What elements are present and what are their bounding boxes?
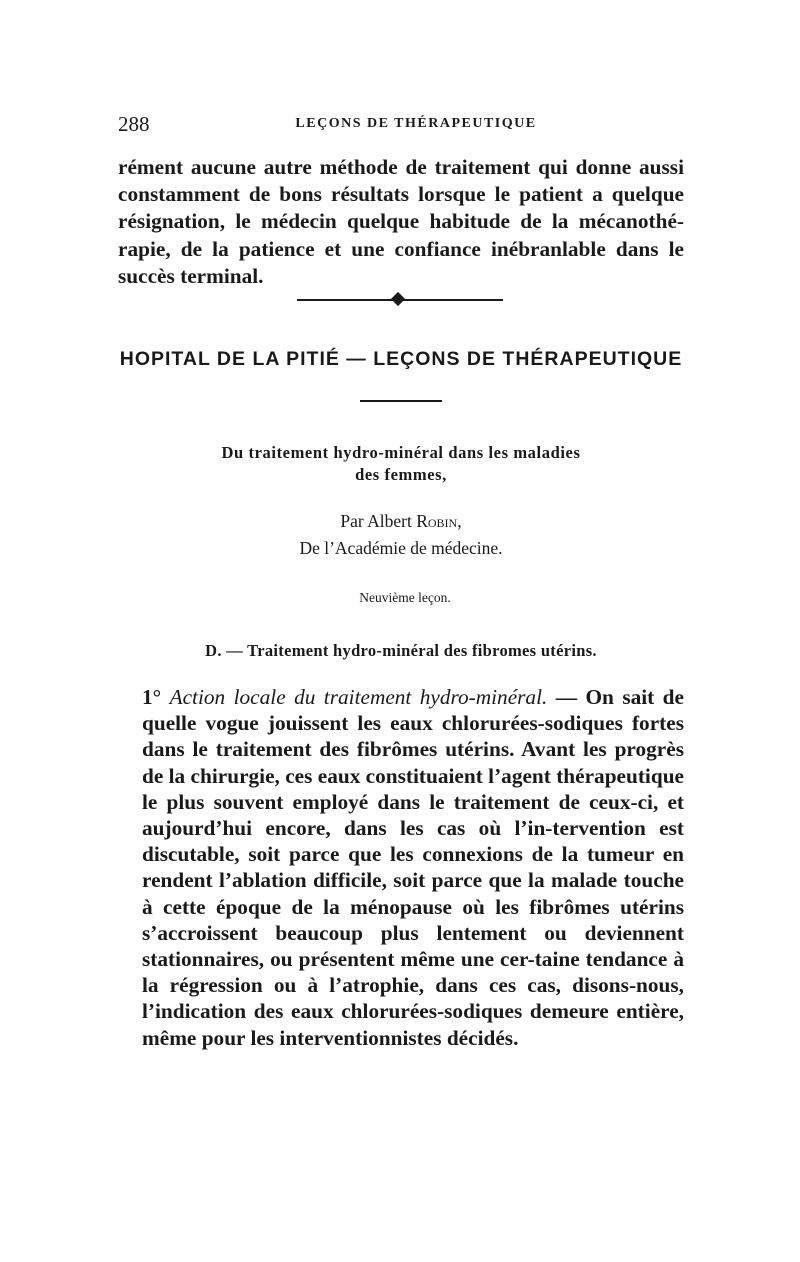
author-prefix: Par Albert bbox=[340, 511, 417, 531]
lesson-title bbox=[118, 442, 684, 486]
lesson-number: Neuvième leçon. bbox=[359, 590, 451, 605]
main-body: — On sait de quelle vogue jouissent les eaux chlorurées-sodiques fortes dans le traitement des fibrômes utérins. Avant les progrès de la chirurgie, ces eaux constituaient l’agent thérapeutique le plus souvent employé dans le traitement de ceux-ci, et aujourd’hui encore, dans les cas où l’in-tervention est discutable, soit parce que les connexions de la tumeur en rendent l’ablation difficile, soit parce que la malade touche à cette époque de la ménopause où les fibrômes utérins s’accroissent beaucoup plus lentement ou deviennent stationnaires, ou présentent même une cer-taine tendance à la régression ou à l’atrophie, dans ces cas, disons-nous, l’indication des eaux chlorurées-sodiques demeure entière, même pour les interventionnistes décidés. bbox=[142, 685, 684, 1050]
author-affiliation: De l’Académie de médecine. bbox=[299, 538, 503, 558]
author-line bbox=[118, 508, 684, 535]
intro-paragraph bbox=[118, 154, 684, 290]
main-paragraph bbox=[118, 684, 684, 1051]
running-head bbox=[118, 112, 684, 142]
divider-line-right bbox=[401, 299, 503, 301]
lead-number: 1° bbox=[142, 685, 170, 709]
lead-italic: Action locale du traitement hydro-minéral. bbox=[169, 685, 548, 709]
section-heading: HOPITAL DE LA PITIÉ — LEÇONS DE THÉRAPEUTIQUE bbox=[119, 348, 683, 370]
subsection-title: D. — Traitement hydro-minéral des fibromes utérins. bbox=[205, 641, 597, 660]
page-number: 288 bbox=[118, 112, 150, 136]
lesson-title-line-1: Du traitement hydro-minéral dans les maladies bbox=[221, 443, 581, 462]
author-name: Robin, bbox=[416, 511, 462, 531]
heading-rule bbox=[360, 400, 442, 402]
ornamental-divider bbox=[297, 293, 503, 307]
running-title: LEÇONS DE THÉRAPEUTIQUE bbox=[295, 116, 537, 131]
author-block bbox=[118, 508, 684, 562]
divider-line-left bbox=[297, 299, 395, 301]
lesson-title-line-2: des femmes, bbox=[355, 465, 447, 484]
intro-text: rément aucune autre méthode de traitement qui donne aussi constamment de bons résultats lorsque le patient a quelque résignation, le médecin quelque habitude de la mécanothé-rapie, de la patience et une confiance inébranlable dans le succès terminal. bbox=[118, 155, 684, 288]
main-text bbox=[118, 684, 684, 1051]
